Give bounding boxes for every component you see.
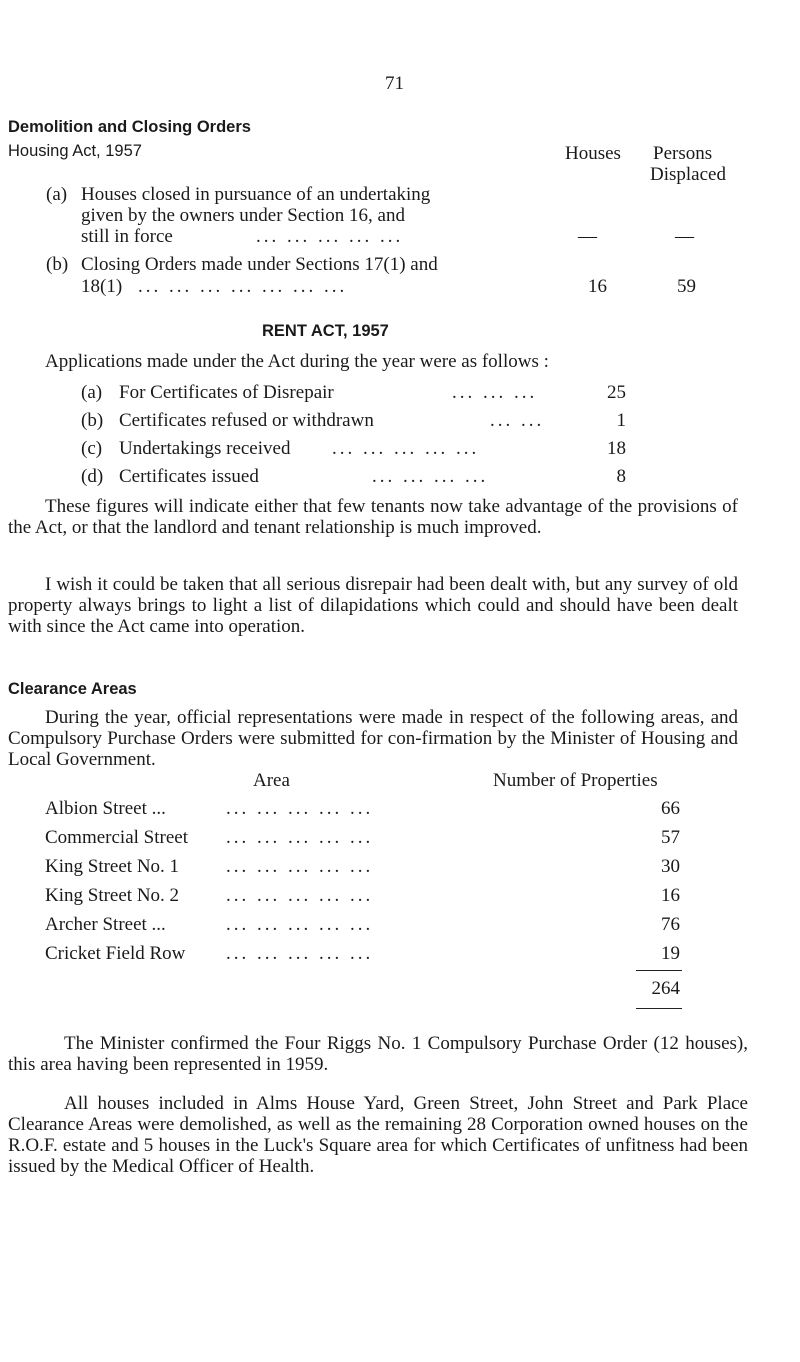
rent-item-c-text: Undertakings received: [119, 438, 291, 459]
clearance-row-leader: ... ... ... ... ...: [226, 856, 374, 877]
item-a-line3: still in force: [81, 226, 173, 247]
item-b-line1: Closing Orders made under Sections 17(1) and: [81, 254, 438, 275]
item-b-houses: 16: [588, 276, 607, 297]
rent-item-c-label: (c): [81, 438, 103, 459]
col-header-number: Number of Properties: [493, 770, 658, 791]
clearance-heading: Clearance Areas: [8, 680, 137, 698]
total-rule-bottom: [636, 1008, 682, 1009]
rent-act-paragraph-1: These figures will indicate either that few tenants now take advantage of the provisions of the Act, or that the landlord and tenant relationship is much improved.: [8, 496, 738, 538]
item-a-label: (a): [46, 184, 68, 205]
col-header-persons: Persons: [653, 143, 713, 164]
item-b-line2: 18(1): [81, 276, 123, 297]
col-header-area: Area: [253, 770, 290, 791]
clearance-row-number: 19: [661, 943, 680, 964]
rent-item-b-text: Certificates refused or withdrawn: [119, 410, 374, 431]
col-header-houses: Houses: [565, 143, 621, 164]
clearance-row-number: 76: [661, 914, 680, 935]
clearance-row-area: Archer Street ...: [45, 914, 166, 935]
rent-item-d-value: 8: [616, 466, 626, 487]
clearance-row-leader: ... ... ... ... ...: [226, 827, 374, 848]
clearance-row-area: King Street No. 1: [45, 856, 180, 877]
item-a-line2: given by the owners under Section 16, and: [81, 205, 405, 226]
clearance-row-area: King Street No. 2: [45, 885, 180, 906]
col-header-displaced: Displaced: [650, 164, 726, 185]
rent-item-c-leader: ... ... ... ... ...: [332, 438, 480, 459]
item-b-persons: 59: [677, 276, 696, 297]
rent-item-b-label: (b): [81, 410, 104, 431]
rent-item-c-value: 18: [607, 438, 626, 459]
rent-item-a-label: (a): [81, 382, 103, 403]
rent-act-paragraph-2: I wish it could be taken that all serious disrepair had been dealt with, but any survey of old property always brings to light a list of dilapidations which could and should have been dealt with since the Act came into operation.: [8, 574, 738, 637]
item-a-line1: Houses closed in pursuance of an undertaking: [81, 184, 431, 205]
clearance-paragraph-2: All houses included in Alms House Yard, Green Street, John Street and Park Place Clearance Areas were demolished, as well as the remaining 28 Corporation owned houses on the R.O.F. estate and 5 houses in the Luck's Square area for which Certificates of unfitness had been issued by the Medical Officer of Health.: [8, 1093, 748, 1177]
item-a-houses: —: [578, 226, 597, 247]
item-b-leader: ... ... ... ... ... ... ...: [138, 276, 348, 297]
item-a-persons: —: [675, 226, 694, 247]
clearance-row-number: 16: [661, 885, 680, 906]
rent-item-d-leader: ... ... ... ...: [372, 466, 489, 487]
clearance-row-area: Albion Street ...: [45, 798, 166, 819]
rent-item-b-leader: ... ...: [490, 410, 545, 431]
rent-item-d-label: (d): [81, 466, 104, 487]
rent-item-b-value: 1: [616, 410, 626, 431]
page-number: 71: [385, 73, 404, 94]
clearance-row-leader: ... ... ... ... ...: [226, 914, 374, 935]
clearance-row-number: 66: [661, 798, 680, 819]
clearance-row-number: 57: [661, 827, 680, 848]
rent-item-a-leader: ... ... ...: [452, 382, 538, 403]
rent-act-heading: RENT ACT, 1957: [262, 322, 389, 340]
clearance-row-leader: ... ... ... ... ...: [226, 798, 374, 819]
rent-act-intro: Applications made under the Act during the year were as follows :: [45, 351, 549, 372]
clearance-row-leader: ... ... ... ... ...: [226, 885, 374, 906]
rent-item-d-text: Certificates issued: [119, 466, 259, 487]
item-b-label: (b): [46, 254, 69, 275]
clearance-intro: During the year, official representations were made in respect of the following areas, and Compulsory Purchase Orders were submitted for con-firmation by the Minister of Housing and Local Government.: [8, 707, 738, 770]
total-rule-top: [636, 970, 682, 971]
clearance-row-area: Commercial Street: [45, 827, 188, 848]
clearance-row-area: Cricket Field Row: [45, 943, 186, 964]
rent-item-a-text: For Certificates of Disrepair: [119, 382, 334, 403]
demolition-heading: Demolition and Closing Orders: [8, 118, 251, 136]
rent-item-a-value: 25: [607, 382, 626, 403]
clearance-row-leader: ... ... ... ... ...: [226, 943, 374, 964]
clearance-row-number: 30: [661, 856, 680, 877]
item-a-leader: ... ... ... ... ...: [256, 226, 404, 247]
clearance-total: 264: [651, 978, 680, 999]
clearance-paragraph-1: The Minister confirmed the Four Riggs No. 1 Compulsory Purchase Order (12 houses), this area having been represented in 1959.: [8, 1033, 748, 1075]
housing-act-heading: Housing Act, 1957: [8, 142, 142, 160]
